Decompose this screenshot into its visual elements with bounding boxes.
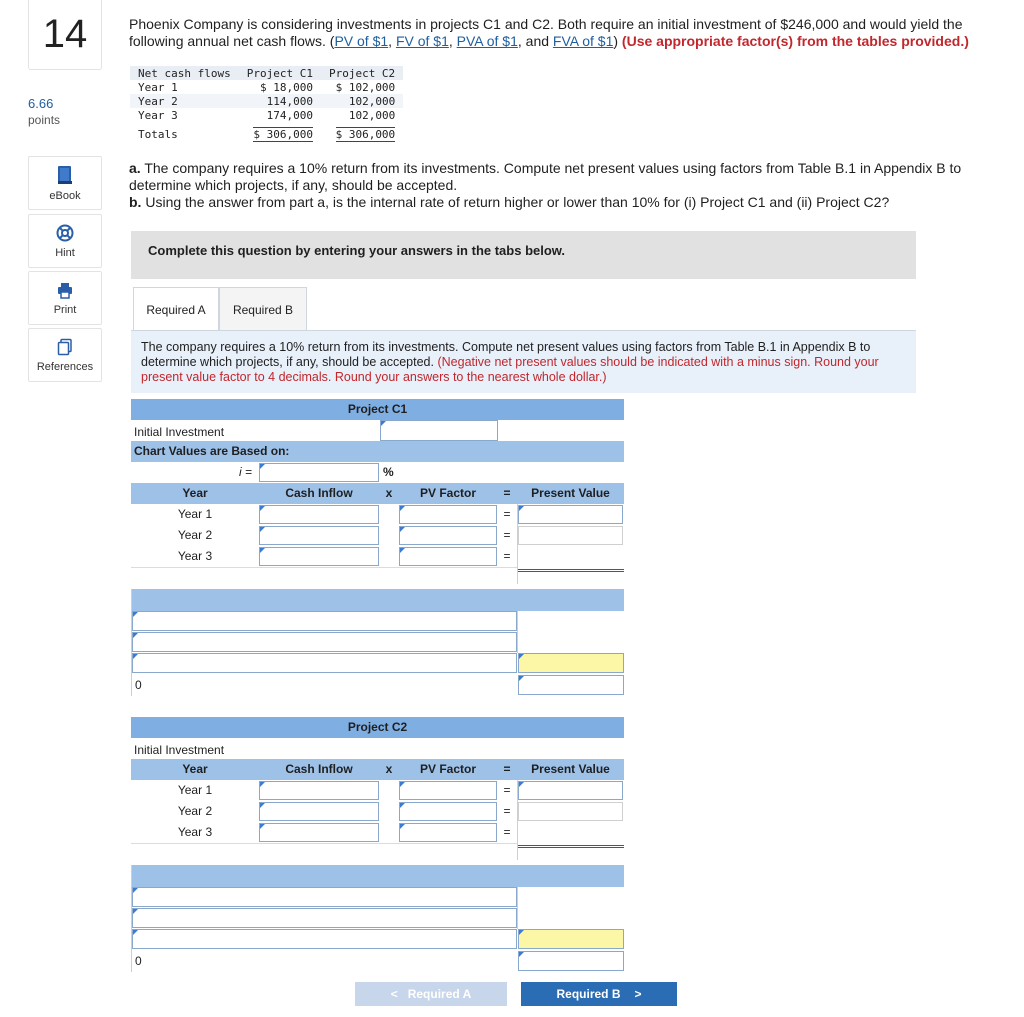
c1-cash-inflow-y2[interactable]	[259, 526, 379, 545]
c2-present-value-y1[interactable]	[518, 781, 623, 800]
references-icon	[56, 338, 74, 356]
ebook-button[interactable]	[28, 156, 102, 210]
c1-year-row: Year 1 =	[131, 504, 624, 525]
hint-icon	[56, 224, 74, 242]
c1-zero: 0	[135, 678, 142, 692]
c1-cash-inflow-y1[interactable]	[259, 505, 379, 524]
pva-of-1-link[interactable]: PVA of $1	[456, 33, 518, 49]
table-row-totals: Totals $ 306,000 $ 306,000	[138, 128, 396, 141]
c2-pv-factor-y2[interactable]	[399, 802, 497, 821]
c1-summary-label-2[interactable]	[132, 632, 517, 652]
c2-present-value-y2[interactable]	[518, 802, 623, 821]
references-button[interactable]	[28, 328, 102, 382]
c2-pv-factor-y3[interactable]	[399, 823, 497, 842]
instructions: The company requires a 10% return from its investments. Compute net present values using factors from Table B.1 in Appendix B to determine which projects, if any, should be accepted. (Negative net present values should be indicated with a minus sign. Round your present value factor to 4 decimals. Round your answers to the nearest whole dollar.)	[131, 331, 916, 393]
c2-summary-label-1[interactable]	[132, 887, 517, 907]
print-button[interactable]	[28, 271, 102, 325]
chart-values-label: Chart Values are Based on:	[134, 444, 290, 458]
complete-question-banner: Complete this question by entering your answers in the tabs below.	[131, 231, 916, 279]
tab-required-b[interactable]: Required B	[219, 287, 307, 331]
print-label: Print	[53, 303, 77, 316]
c2-year-row: Year 1 =	[131, 780, 624, 801]
c1-title: Project C1	[347, 402, 408, 416]
c2-zero: 0	[135, 954, 142, 968]
c2-summary-label-3[interactable]	[132, 929, 517, 949]
table-row: Year 3 174,000 102,000	[138, 108, 396, 122]
c2-total-underline	[518, 845, 624, 848]
c1-rate-input[interactable]	[259, 463, 379, 482]
points-value: 6.66	[28, 96, 54, 111]
pv-of-1-link[interactable]: PV of $1	[334, 33, 389, 49]
table-row: Year 2 114,000 102,000	[130, 94, 403, 108]
c2-cash-inflow-y2[interactable]	[259, 802, 379, 821]
question-number: 14	[28, 0, 102, 70]
cf-header-c2: Project C2	[321, 66, 403, 80]
c1-initial-investment-label: Initial Investment	[134, 425, 225, 439]
hint-button[interactable]	[28, 214, 102, 268]
hint-label: Hint	[55, 246, 75, 259]
i-label: i =	[239, 465, 253, 479]
percent-sign: %	[383, 465, 394, 479]
c1-year-row: Year 2 =	[131, 525, 624, 546]
factor-note: (Use appropriate factor(s) from the tables provided.)	[621, 33, 969, 49]
c1-pv-factor-y1[interactable]	[399, 505, 497, 524]
fv-of-1-link[interactable]: FV of $1	[395, 33, 449, 49]
ebook-label: eBook	[49, 189, 81, 202]
c2-pv-factor-y1[interactable]	[399, 781, 497, 800]
next-required-b-button[interactable]: Required B >	[521, 982, 677, 1006]
c2-cash-inflow-y3[interactable]	[259, 823, 379, 842]
chevron-right-icon: >	[634, 987, 642, 1001]
question-parts: a. The company requires a 10% return from its investments. Compute net present values using factors from Table B.1 in Appendix B to determine which projects, if any, should be accepted. b. Using the answer from part a, is the internal rate of return higher or lower than 10% for (i) Project C1 and (ii) Project C2?	[129, 160, 962, 210]
c2-initial-investment-label: Initial Investment	[134, 743, 225, 757]
c2-net-present-value[interactable]	[518, 929, 624, 949]
c1-pv-factor-y3[interactable]	[399, 547, 497, 566]
cf-header-c1: Project C1	[239, 66, 321, 80]
c2-year-row: Year 2 =	[131, 801, 624, 822]
c1-initial-investment-input[interactable]	[380, 420, 498, 441]
c1-present-value-y1[interactable]	[518, 505, 623, 524]
c1-net-present-value[interactable]	[518, 653, 624, 673]
fva-of-1-link[interactable]: FVA of $1	[552, 33, 614, 49]
c1-decision-input[interactable]	[518, 675, 624, 695]
references-label: References	[36, 360, 94, 373]
c2-decision-input[interactable]	[518, 951, 624, 971]
chevron-left-icon: <	[390, 987, 398, 1001]
prev-required-a-button[interactable]: < Required A	[355, 982, 507, 1006]
question-text: Phoenix Company is considering investments in projects C1 and C2. Both require an initial investment of $246,000 and would yield the following annual net cash flows. (PV of $1, FV of $1, PVA of $1, and FVA of $1) (Use appropriate factor(s) from the tables provided.)	[129, 16, 969, 49]
cf-header-label: Net cash flows	[130, 66, 239, 80]
c2-year-row: Year 3 =	[131, 822, 624, 843]
c1-pv-factor-y2[interactable]	[399, 526, 497, 545]
print-icon	[56, 281, 74, 299]
c2-column-headers: Year Cash Inflow x PV Factor = Present Value	[131, 759, 624, 780]
book-icon	[56, 165, 74, 185]
c1-total-underline	[518, 569, 624, 572]
table-row: Year 1 $ 18,000 $ 102,000	[138, 80, 396, 94]
c1-year-row: Year 3 =	[131, 546, 624, 567]
c1-summary-label-1[interactable]	[132, 611, 517, 631]
points-label: points	[28, 113, 61, 127]
cash-flow-table	[130, 66, 403, 141]
c2-summary-label-2[interactable]	[132, 908, 517, 928]
c1-summary-label-3[interactable]	[132, 653, 517, 673]
tab-required-a[interactable]: Required A	[133, 287, 219, 331]
c2-title: Project C2	[347, 720, 408, 734]
c1-cash-inflow-y3[interactable]	[259, 547, 379, 566]
c1-present-value-y2[interactable]	[518, 526, 623, 545]
c2-cash-inflow-y1[interactable]	[259, 781, 379, 800]
c1-column-headers: Year Cash Inflow x PV Factor = Present Value	[131, 483, 624, 504]
